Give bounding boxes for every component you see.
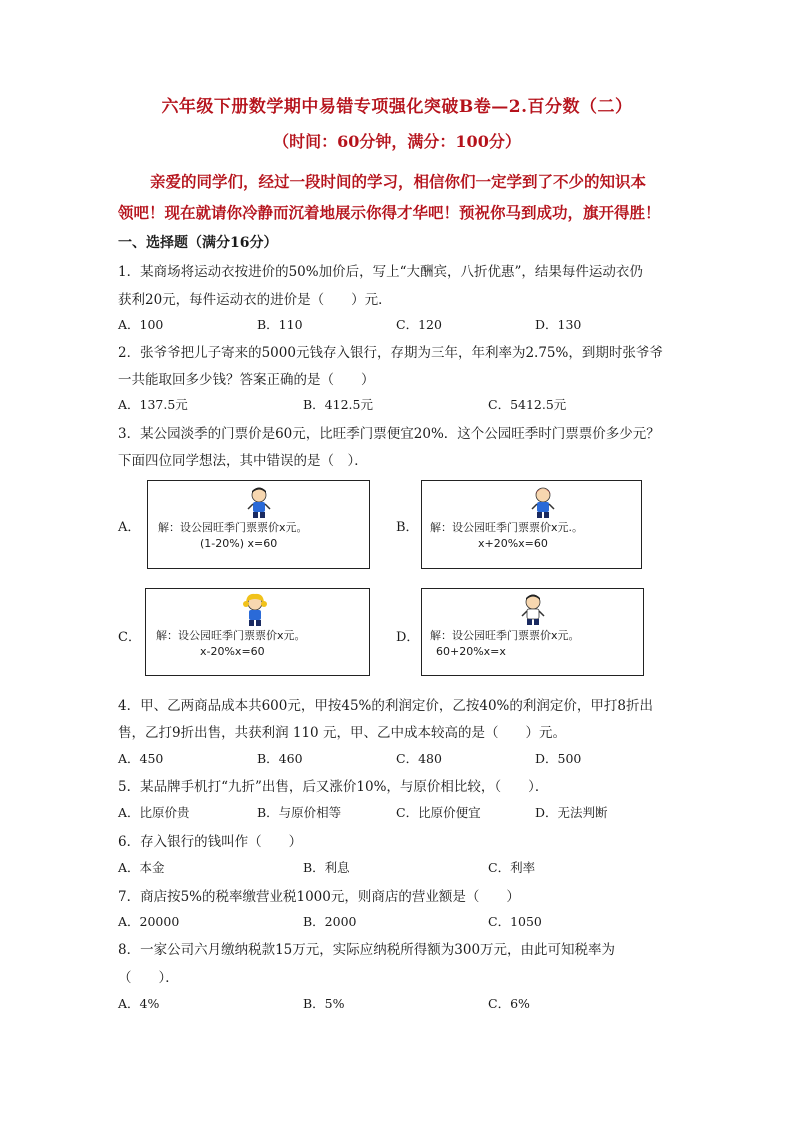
boy-student-icon <box>518 592 548 628</box>
q3-choice-d-card[interactable] <box>421 588 644 676</box>
question-7-line-1: 7．商店按5%的税率缴营业税1000元，则商店的营业额是（ ） <box>118 889 520 905</box>
section-heading: 一、选择题（满分16分） <box>118 235 278 251</box>
q3-c-equation: x-20%x=60 <box>200 645 265 658</box>
q2-option-c[interactable]: C．5412.5元 <box>488 397 567 412</box>
exam-info: （时间：60分钟，满分：100分） <box>273 132 521 151</box>
q1-option-d[interactable]: D．130 <box>535 317 582 332</box>
q7-option-c[interactable]: C．1050 <box>488 914 542 929</box>
q4-option-d[interactable]: D．500 <box>535 751 582 766</box>
q3-b-setup: 解：设公园旺季门票票价x元.。 <box>430 521 584 534</box>
q3-choice-d-label[interactable]: D． <box>396 630 420 645</box>
q7-option-b[interactable]: B．2000 <box>303 914 357 929</box>
question-5-line-1: 5．某品牌手机打“九折”出售，后又涨价10%，与原价相比较，（ ）． <box>118 779 549 795</box>
q3-choice-b-label[interactable]: B． <box>396 520 419 535</box>
q1-option-a[interactable]: A．100 <box>118 317 164 332</box>
q3-choice-a-card[interactable] <box>147 480 370 569</box>
q8-option-b[interactable]: B．5% <box>303 996 345 1011</box>
q1-option-b[interactable]: B．110 <box>257 317 303 332</box>
question-4-line-2: 售，乙打9折出售，共获利润 110 元，甲、乙中成本较高的是（ ）元。 <box>118 725 566 741</box>
q5-option-c[interactable]: C．比原价便宜 <box>396 805 481 820</box>
question-2-line-1: 2．张爷爷把儿子寄来的5000元钱存入银行，存期为三年，年利率为2.75%，到期时张爷爷 <box>118 345 663 361</box>
q8-option-c[interactable]: C．6% <box>488 996 530 1011</box>
question-8-line-1: 8．一家公司六月缴纳税款15万元，实际应纳税所得额为300万元，由此可知税率为 <box>118 942 616 958</box>
girl-student-icon <box>528 485 558 521</box>
q3-b-equation: x+20%x=60 <box>478 537 548 550</box>
q1-option-c[interactable]: C．120 <box>396 317 442 332</box>
q5-option-d[interactable]: D．无法判断 <box>535 805 608 820</box>
question-2-line-2: 一共能取回多少钱？答案正确的是（ ） <box>118 372 375 388</box>
q6-option-a[interactable]: A．本金 <box>118 860 165 875</box>
q3-d-equation: 60+20%x=x <box>436 645 506 658</box>
q5-option-a[interactable]: A．比原价贵 <box>118 805 190 820</box>
question-3-line-2: 下面四位同学想法，其中错误的是（ ）． <box>118 453 368 469</box>
q3-choice-b-card[interactable] <box>421 480 642 569</box>
q3-d-setup: 解：设公园旺季门票票价x元。 <box>430 629 580 642</box>
question-1-line-1: 1．某商场将运动衣按进价的50%加价后，写上“大酬宾，八折优惠”，结果每件运动衣仍 <box>118 264 643 280</box>
q5-option-b[interactable]: B．与原价相等 <box>257 805 342 820</box>
girl-blonde-icon <box>240 592 270 628</box>
q6-option-c[interactable]: C．利率 <box>488 860 536 875</box>
question-6-line-1: 6．存入银行的钱叫作（ ） <box>118 834 303 850</box>
question-8-line-2: （ ）． <box>118 970 179 986</box>
question-1-line-2: 获利20元，每件运动衣的进价是（ ）元． <box>118 292 392 308</box>
q3-choice-a-label[interactable]: A． <box>118 520 141 535</box>
intro-line-2: 领吧！现在就请你冷静而沉着地展示你得才华吧！预祝你马到成功，旗开得胜！ <box>118 203 661 222</box>
q3-a-setup: 解：设公园旺季门票票价x元。 <box>158 521 308 534</box>
q6-option-b[interactable]: B．利息 <box>303 860 350 875</box>
q3-choice-c-card[interactable] <box>145 588 370 676</box>
q3-choice-c-label[interactable]: C． <box>118 630 141 645</box>
question-4-line-1: 4．甲、乙两商品成本共600元，甲按45%的利润定价，乙按40%的利润定价，甲打8折出 <box>118 698 653 714</box>
q4-option-a[interactable]: A．450 <box>118 751 164 766</box>
q2-option-b[interactable]: B．412.5元 <box>303 397 373 412</box>
q8-option-a[interactable]: A．4% <box>118 996 160 1011</box>
q2-option-a[interactable]: A．137.5元 <box>118 397 188 412</box>
q3-a-equation: (1-20%) x=60 <box>200 537 278 550</box>
q4-option-c[interactable]: C．480 <box>396 751 442 766</box>
q3-c-setup: 解：设公园旺季门票票价x元。 <box>156 629 306 642</box>
q4-option-b[interactable]: B．460 <box>257 751 303 766</box>
page-title: 六年级下册数学期中易错专项强化突破B卷—2.百分数（二） <box>161 97 633 117</box>
boy-student-icon <box>244 485 274 521</box>
question-3-line-1: 3．某公园淡季的门票价是60元，比旺季门票便宜20%．这个公园旺季时门票票价多少元？ <box>118 426 660 442</box>
intro-line-1: 亲爱的同学们，经过一段时间的学习，相信你们一定学到了不少的知识本 <box>150 172 647 191</box>
q7-option-a[interactable]: A．20000 <box>118 914 180 929</box>
